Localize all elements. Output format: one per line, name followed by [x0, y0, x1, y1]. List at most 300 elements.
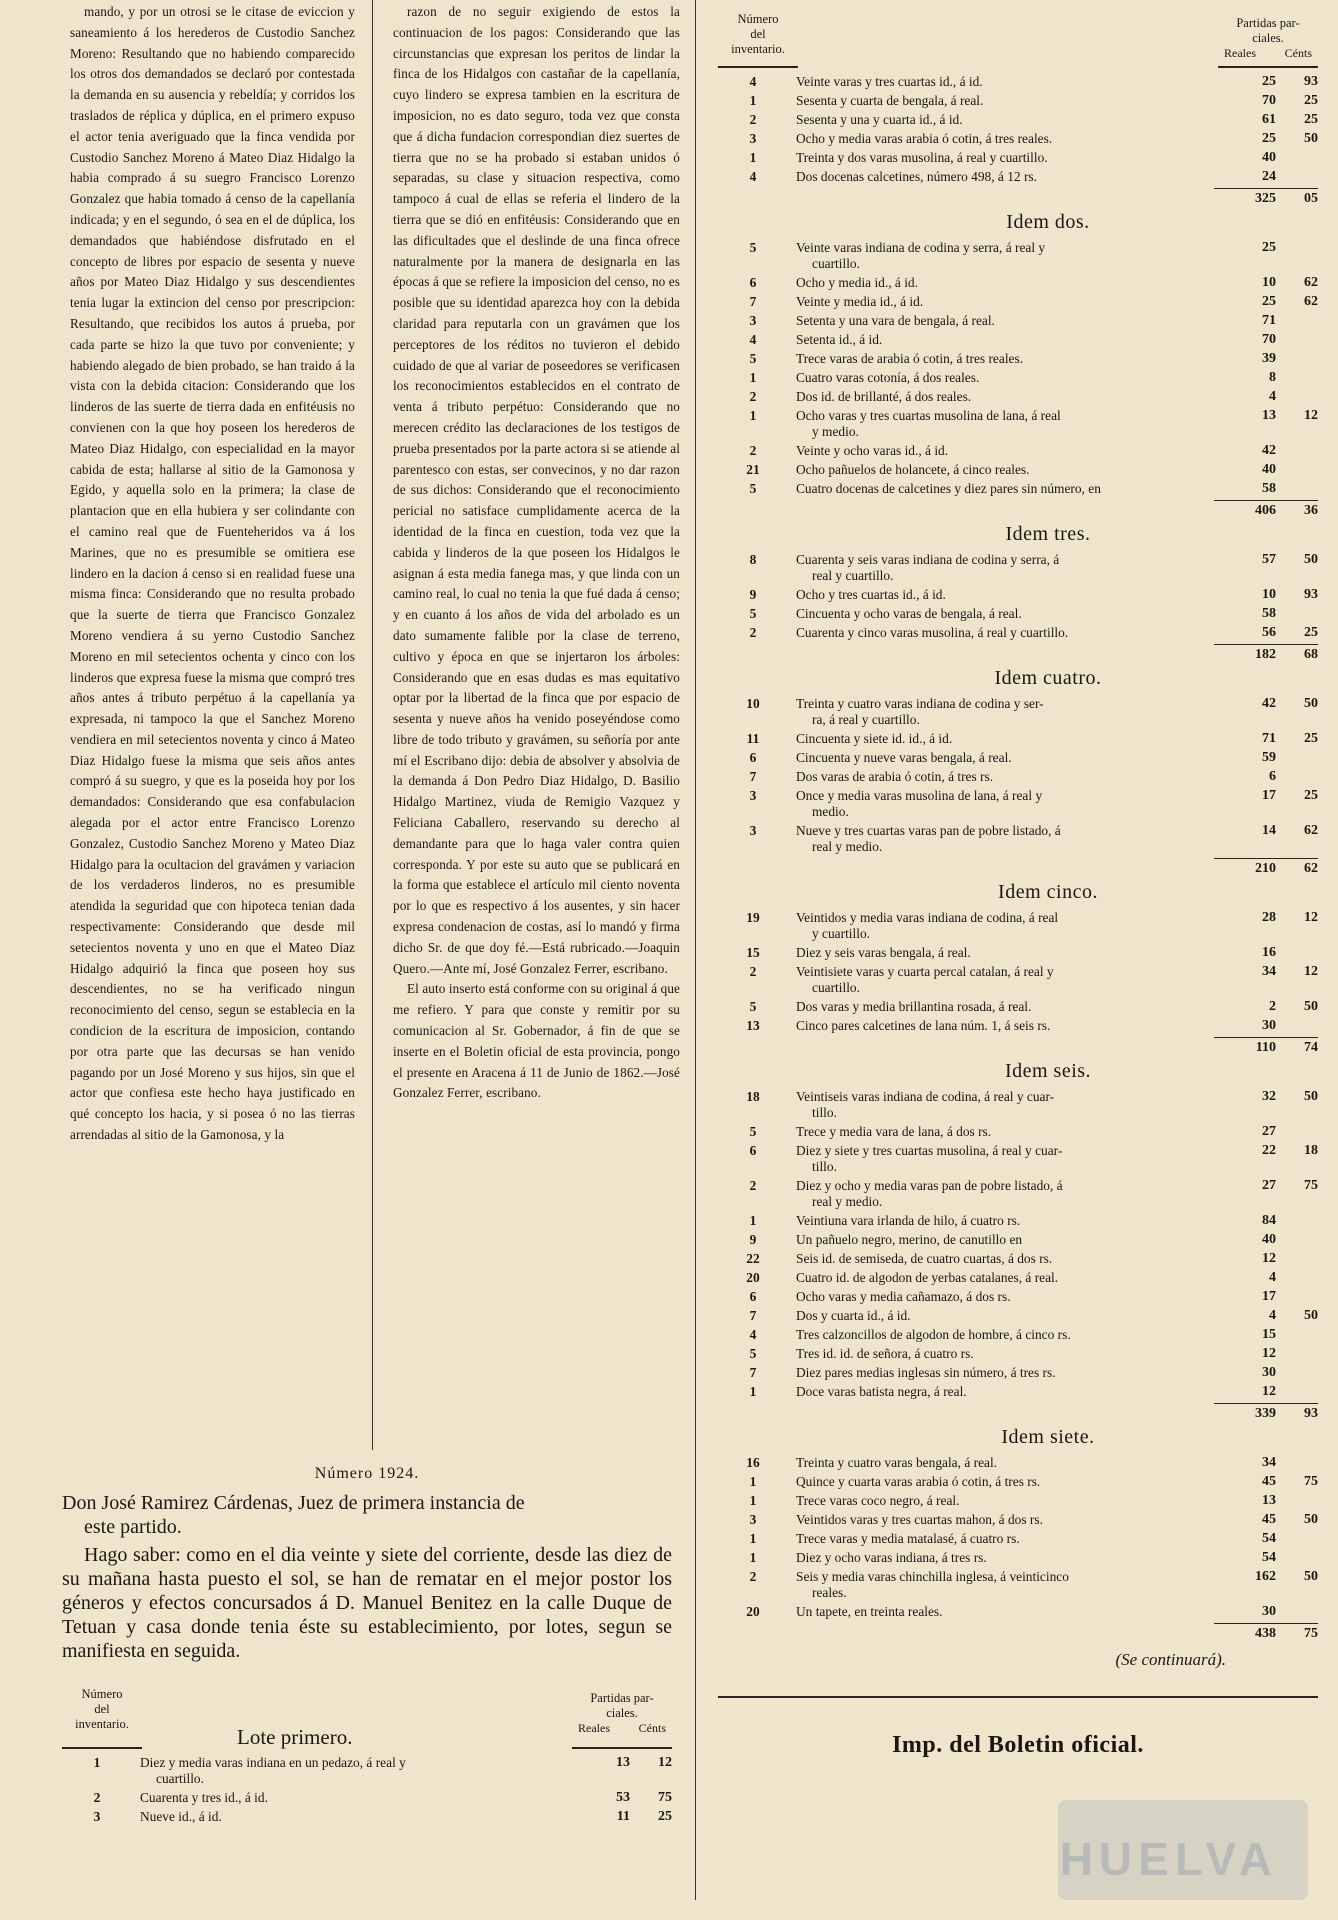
- item-description-text: Ocho pañuelos de holancete, á cinco reales.: [796, 462, 1030, 477]
- item-description: [788, 1604, 1214, 1620]
- item-description: [788, 1569, 1214, 1601]
- column-rule: [372, 0, 373, 1450]
- inventory-item: [718, 1143, 1318, 1175]
- inventory-header: [718, 2, 1318, 74]
- item-number: 11: [746, 731, 760, 746]
- item-description-text: Nueve y tres cuartas varas pan de pobre listado, á: [796, 823, 1061, 838]
- item-number: 2: [749, 443, 757, 458]
- inventory-item: [718, 1018, 1318, 1034]
- item-number: 2: [749, 1569, 757, 1584]
- item-reales: 59: [1262, 750, 1276, 765]
- item-description: [788, 910, 1214, 942]
- notice-heading-line: Don José Ramirez Cárdenas, Juez de primera instancia de: [62, 1492, 525, 1514]
- item-description-text: Sesenta y cuarta de bengala, á real.: [796, 93, 984, 108]
- item-description-text: Trece varas y media matalasé, á cuatro rs.: [796, 1531, 1020, 1546]
- imprint: Imp. del Boletin oficial.: [892, 1731, 1144, 1758]
- item-number: 18: [746, 1089, 760, 1104]
- item-cents: 50: [1304, 1569, 1318, 1584]
- item-number: 4: [749, 74, 757, 89]
- item-description-text: Diez y siete y tres cuartas musolina, á real y cuar-: [796, 1143, 1063, 1158]
- body-text: El auto inserto está conforme con su original á que me refiero. Y para que conste y remitir por su comunicacion al Sr. Gobernador, á fin de que se inserte en el Boletin oficial de esta provincia, pongo el presente en Aracena á 11 de Junio de 1862.—José Gonzalez Ferrer, escribano.: [393, 981, 680, 1101]
- item-description: [788, 1213, 1214, 1229]
- item-cents: 93: [1304, 587, 1318, 602]
- item-reales: 39: [1262, 351, 1276, 366]
- item-number: 6: [749, 1289, 757, 1304]
- inventory-item: [718, 945, 1318, 961]
- item-reales: 70: [1262, 93, 1276, 108]
- total-cents: 36: [1280, 500, 1318, 519]
- item-description: [788, 731, 1214, 747]
- item-number: 1: [749, 1384, 757, 1399]
- inventory-item: [718, 1474, 1318, 1490]
- item-cents: 75: [1304, 1474, 1318, 1489]
- item-description: [788, 74, 1214, 90]
- spacer: [718, 1403, 1214, 1422]
- item-description: [788, 625, 1214, 641]
- notice-heading: [62, 1491, 672, 1539]
- item-reales: 6: [1269, 769, 1276, 784]
- item-reales: 42: [1262, 696, 1276, 711]
- item-description: [788, 1232, 1214, 1248]
- header-numero: [718, 12, 798, 57]
- item-cents: 62: [1304, 275, 1318, 290]
- item-number: 3: [749, 823, 757, 838]
- item-number: 5: [749, 606, 757, 621]
- item-description-text: Tres id. id. de señora, á cuatro rs.: [796, 1346, 974, 1361]
- item-description: [788, 1493, 1214, 1509]
- header-partidas: [1218, 16, 1318, 61]
- item-description: [788, 370, 1214, 386]
- inventory-header: [62, 1677, 672, 1755]
- total-reales: 438: [1214, 1623, 1280, 1642]
- item-cents: 62: [1304, 294, 1318, 309]
- item-number: 1: [93, 1755, 101, 1770]
- item-cents: 25: [658, 1809, 672, 1824]
- item-description: [788, 1550, 1214, 1566]
- inventory-groups: [718, 74, 1318, 1642]
- item-reales: 40: [1262, 150, 1276, 165]
- item-description-text: Setenta y una vara de bengala, á real.: [796, 313, 995, 328]
- item-number: 5: [749, 1124, 757, 1139]
- inventory-item: [718, 332, 1318, 348]
- header-label: del: [94, 1702, 110, 1716]
- inventory-item: [718, 1270, 1318, 1286]
- item-description: [788, 552, 1214, 584]
- item-description-text: Veintisiete varas y cuarta percal catalan, á real y: [796, 964, 1054, 979]
- item-reales: 57: [1262, 552, 1276, 567]
- body-text: mando, y por un otrosi se le citase de eviccion y saneamiento á los herederos de Custodio Sanchez Moreno: Resultando que no habiendo comparecido los otros dos demandados se declaró por contestada la demanda en su ausencia y rebeldía; y corridos los traslados de réplica y dúplica, en el primero expuso el actor tenia averiguado que la finca vendida por Custodio Sanchez Moreno á Mateo Diaz Hidalgo la habia comprado á su suegro Francisco Lorenzo Gonzalez que habia tomado á censo de la capellanía indicada; y en el segundo, ó sea en el de dúplica, los demandados que habiéndose disfrutado en el concepto de libres por espacio de sesenta y nueve años por Mateo Diaz Hidalgo y sus descendientes tenia lugar la extincion del censo por prescripcion: Resultando, que recibidos los autos á prueba, por cada parte se hizo la que tuvo por conveniente; y habiendo alegado de bien probado, se han traido á la vista con la debida citacion: Considerando que los linderos de las suerte de tierra dada en enfitéusis no convienen con la que hoy poseen los herederos de Mateo Diaz Hidalgo, con especialidad en la mayor cabida de esta; hallarse al sitio de la Gamonosa y Egido, y aquella solo en la primera; la clase de plantacion que en ella hubiera y ser colindante con el camino real que de Fuenteheridos va á los Marines, que no es presumible se omitiera ese lindero en la dacion á censo si en realidad fuese una misma finca: Considerando que no resulta probado que la suerte de tierra que Francisco Gonzalez Moreno vendiera á su yerno Custodio Sanchez Moreno en mil setecientos ochenta y cinco con los linderos que expresa fuese la misma que compró tres años antes á tributo perpétuo á la capellanía ya expresada, ni tampoco la que el Sanchez Moreno vendiera en mil setecientos noventa y cinco á Mateo Diaz Hidalgo fuese la misma que seis años antes compró á su suegro, y que es la poseida hoy por los demandados: Considerando que esa confabulacion alegada por el actor entre Francisco Lorenzo Gonzalez, Custodio Sanchez Moreno y Mateo Diaz Hidalgo para la ocultacion del gravámen y variacion de los verdaderos linderos, no es presumible atendida la seguridad que con hipoteca tenian dada respectivamente: Considerando que desde mil setecientos noventa y uno en que el Mateo Diaz Hidalgo adquirió la finca que poseen hoy sus descendientes, no se ha verificado ningun reconocimiento del censo, segun se establecia en la condicion de la escritura de imposicion, contando por otra parte que las decursas se han venido pagando por un José Moreno y sus hijos, sin que el actor que confiesa este hecho haya justificado en qué concepto los hacia, y si posea ó no las tierras arrendadas al sitio de la Gamonosa, y la: [70, 4, 355, 1143]
- item-cents: 50: [1304, 1089, 1318, 1104]
- item-reales: 25: [1262, 74, 1276, 89]
- inventory-item: [718, 1251, 1318, 1267]
- item-number: 2: [749, 1178, 757, 1193]
- item-description-text: Veintiseis varas indiana de codina, á real y cuar-: [796, 1089, 1055, 1104]
- item-description: [788, 823, 1214, 855]
- total-reales: 182: [1214, 644, 1280, 663]
- right-column: [718, 2, 1318, 1759]
- notice-number: Número 1924.: [314, 1465, 420, 1482]
- inventory-item: [62, 1809, 672, 1825]
- item-number: 7: [749, 1308, 757, 1323]
- item-description: [788, 443, 1214, 459]
- item-description-text: Veinte varas indiana de codina y serra, á real y: [796, 240, 1046, 255]
- inventory-item: [718, 1493, 1318, 1509]
- total-reales: 406: [1214, 500, 1280, 519]
- header-label: inventario.: [75, 1717, 129, 1731]
- item-number: 21: [746, 462, 760, 477]
- item-number: 13: [746, 1018, 760, 1033]
- item-cents: 12: [1304, 408, 1318, 423]
- item-reales: 34: [1262, 1455, 1276, 1470]
- item-reales: 56: [1262, 625, 1276, 640]
- item-description-text: Dos id. de brillanté, á dos reales.: [796, 389, 972, 404]
- item-cents: 12: [658, 1755, 672, 1770]
- body-text: razon de no seguir exigiendo de estos la continuacion de los pagos: Considerando que las circunstancias que expresan los peritos de lindar la finca de los Hidalgos con castañar de la capellanía, cuyo lindero se expresa tambien en la escritura de imposicion, no es dato seguro, toda vez que consta que á dicha fundacion correspondian diez suertes de tierra que no se ha probado si estaban unidos ó separadas, su clase y situacion respectiva, como tampoco á cual de ellas se referia el lindero de la tierra que se dió en enfitéusis: Considerando que en las dificultades que el deslinde de una finca ofrece naturalmente por la manera de designarla en las épocas á que se refiere la imposicion del censo, no es posible que su identidad aparezca hoy con la debida claridad para reputarla con un gravámen que los perceptores de los réditos no tuvieron el debido cuidado de que al variar de poseedores se verificasen los reconocimientos establecidos en el contrato de venta á tributo perpétuo: Considerando que no merecen crédito las declaraciones de los testigos de prueba presentados por la parte actora si se atiende al parentesco con estas, ser convecinos, y no dar razon de sus dichos: Considerando que el reconocimiento pericial no satisface cumplidamente acerca de la identidad de la finca en cuestion, toda vez que la cabida y linderos de la que poseen los Hidalgos le asignan á esta media fanega mas, y que linda con un camino real, lo cual no tenia la que fué dada á censo; y en cuanto á los años de vida del arbolado es un dato sumamente falible por la clase de terreno, cultivo y época en que se injertaron los árboles: Considerando que en esas dudas es mas equitativo optar por la libertad de la finca que por espacio de sesenta y nueve años ha venido poseyéndose como libre de todo tributo y gravámen, su señoría por ante mí el Escribano dijo: debia de absolver y absolvia de la demanda á Don Pedro Diaz Hidalgo, D. Basilio Hidalgo Martinez, viuda de Remigio Vazquez y Feliciana Caballero, reservando su derecho al demandante para que lo haga valer contra quien corresponda. Y por este su auto que se publicará en la forma que establece el artículo mil ciento noventa por lo que es respectivo á los ausentes, y sin hacer expresa condenacion de costas, así lo mandó y firma dicho Sr. de que doy fé.—Está rubricado.—Joaquin Quero.—Ante mí, José Gonzalez Ferrer, escribano.: [393, 4, 680, 976]
- inventory-item: [718, 1308, 1318, 1324]
- item-reales: 70: [1262, 332, 1276, 347]
- lot-title: Idem seis.: [1004, 1060, 1092, 1082]
- item-number: 1: [749, 1474, 757, 1489]
- item-reales: 32: [1262, 1089, 1276, 1104]
- header-label: inventario.: [731, 42, 785, 56]
- item-number: 7: [749, 1365, 757, 1380]
- item-description-text: Cuatro varas cotonía, á dos reales.: [796, 370, 980, 385]
- item-number: 3: [749, 1512, 757, 1527]
- header-label: Reales: [578, 1721, 610, 1735]
- item-reales: 24: [1262, 169, 1276, 184]
- inventory-item: [718, 1512, 1318, 1528]
- item-description: [788, 1308, 1214, 1324]
- inventory-item: [718, 370, 1318, 386]
- item-number: 9: [749, 1232, 757, 1247]
- item-description: [788, 1289, 1214, 1305]
- item-description: [788, 389, 1214, 405]
- column-rule: [695, 0, 696, 1900]
- inventory-item: [718, 1232, 1318, 1248]
- item-description: [788, 1327, 1214, 1343]
- item-reales: 25: [1262, 240, 1276, 255]
- inventory-item: [718, 351, 1318, 367]
- spacer: [718, 500, 1214, 519]
- item-description: [788, 275, 1214, 291]
- inventory-item: [718, 1531, 1318, 1547]
- item-reales: 25: [1262, 131, 1276, 146]
- item-description: [788, 150, 1214, 166]
- total-reales: 110: [1214, 1037, 1280, 1056]
- item-number: 1: [749, 408, 757, 423]
- notice-heading-cont: este partido.: [84, 1516, 182, 1538]
- item-description-text: Veintidos y media varas indiana de codina, á real: [796, 910, 1059, 925]
- lot-title: Idem cinco.: [998, 881, 1098, 903]
- item-description-text: Un tapete, en treinta reales.: [796, 1604, 943, 1619]
- item-number: 4: [749, 169, 757, 184]
- header-partidas: [572, 1691, 672, 1736]
- item-description: [788, 696, 1214, 728]
- item-number: 5: [749, 351, 757, 366]
- item-description-cont: y cuartillo.: [812, 926, 871, 941]
- item-number: 3: [93, 1809, 101, 1824]
- item-reales: 4: [1269, 389, 1276, 404]
- item-description-text: Trece varas coco negro, á real.: [796, 1493, 960, 1508]
- item-reales: 53: [616, 1790, 630, 1805]
- inventory-item: [718, 275, 1318, 291]
- header-label: Cénts: [1284, 46, 1312, 60]
- item-reales: 45: [1262, 1474, 1276, 1489]
- item-number: 1: [749, 93, 757, 108]
- item-reales: 12: [1262, 1384, 1276, 1399]
- header-label: Número: [737, 12, 779, 26]
- total-cents: 62: [1280, 858, 1318, 877]
- item-number: 16: [746, 1455, 760, 1470]
- item-number: 7: [749, 769, 757, 784]
- header-label: Reales: [1224, 46, 1256, 60]
- item-description-text: Cuarenta y tres id., á id.: [140, 1790, 268, 1805]
- header-label: del: [750, 27, 766, 41]
- item-description-text: Ocho varas y tres cuartas musolina de lana, á real: [796, 408, 1061, 423]
- item-description-text: Tres calzoncillos de algodon de hombre, á cinco rs.: [796, 1327, 1071, 1342]
- item-reales: 27: [1262, 1178, 1276, 1193]
- item-description-cont: ra, á real y cuartillo.: [812, 712, 920, 727]
- item-reales: 11: [616, 1809, 630, 1824]
- item-number: 15: [746, 945, 760, 960]
- lot-title: Idem dos.: [1006, 211, 1090, 233]
- item-reales: 17: [1262, 788, 1276, 803]
- inventory-item: [718, 964, 1318, 996]
- item-description-text: Cuarenta y seis varas indiana de codina y serra, á: [796, 552, 1060, 567]
- item-reales: 54: [1262, 1550, 1276, 1565]
- header-label: ciales.: [1252, 31, 1284, 45]
- item-description-text: Diez y media varas indiana en un pedazo, á real y: [140, 1755, 406, 1770]
- item-number: 10: [746, 696, 760, 711]
- item-description-text: Cinco pares calcetines de lana núm. 1, á seis rs.: [796, 1018, 1051, 1033]
- item-description: [788, 112, 1214, 128]
- item-cents: 50: [1304, 1308, 1318, 1323]
- item-description-text: Cincuenta y siete id. id., á id.: [796, 731, 953, 746]
- item-number: 1: [749, 1493, 757, 1508]
- item-description-cont: cuartillo.: [812, 256, 860, 271]
- item-description: [788, 351, 1214, 367]
- lot-title: Idem siete.: [1001, 1426, 1095, 1448]
- item-number: 2: [93, 1790, 101, 1805]
- item-description-cont: tillo.: [812, 1159, 837, 1174]
- item-reales: 17: [1262, 1289, 1276, 1304]
- item-description: [788, 769, 1214, 785]
- item-number: 3: [749, 131, 757, 146]
- item-reales: 4: [1269, 1270, 1276, 1285]
- item-description: [788, 169, 1214, 185]
- inventory-item: [718, 625, 1318, 641]
- item-reales: 30: [1262, 1018, 1276, 1033]
- item-reales: 4: [1269, 1308, 1276, 1323]
- item-reales: 54: [1262, 1531, 1276, 1546]
- item-description-text: Doce varas batista negra, á real.: [796, 1384, 967, 1399]
- inventory-item: [718, 408, 1318, 440]
- item-description: [132, 1790, 568, 1806]
- item-description: [788, 1346, 1214, 1362]
- item-cents: 12: [1304, 964, 1318, 979]
- item-number: 1: [749, 150, 757, 165]
- item-description: [788, 294, 1214, 310]
- item-description-cont: medio.: [812, 804, 849, 819]
- item-number: 1: [749, 370, 757, 385]
- item-description-text: Dos y cuarta id., á id.: [796, 1308, 911, 1323]
- item-description-text: Seis id. de semiseda, de cuatro cuartas, á dos rs.: [796, 1251, 1053, 1266]
- footer-rule: [718, 1696, 1318, 1698]
- item-reales: 27: [1262, 1124, 1276, 1139]
- item-description-text: Veinte y ocho varas id., á id.: [796, 443, 949, 458]
- item-number: 2: [749, 964, 757, 979]
- inventory-item: [718, 462, 1318, 478]
- item-description-cont: real y medio.: [812, 839, 883, 854]
- item-description: [788, 1384, 1214, 1400]
- item-reales: 12: [1262, 1251, 1276, 1266]
- item-description-text: Veintiuna vara irlanda de hilo, á cuatro rs.: [796, 1213, 1021, 1228]
- inventory-item: [718, 823, 1318, 855]
- inventory-item: [718, 999, 1318, 1015]
- item-description: [788, 408, 1214, 440]
- item-description-text: Dos docenas calcetines, número 498, á 12 rs.: [796, 169, 1037, 184]
- item-cents: 50: [1304, 999, 1318, 1014]
- item-description-text: Trece varas de arabia ó cotin, á tres reales.: [796, 351, 1024, 366]
- total-cents: 74: [1280, 1037, 1318, 1056]
- item-cents: 18: [1304, 1143, 1318, 1158]
- inventory-item: [718, 1213, 1318, 1229]
- item-description-cont: y medio.: [812, 424, 859, 439]
- item-number: 5: [749, 240, 757, 255]
- item-number: 7: [749, 294, 757, 309]
- item-description-text: Cuarenta y cinco varas musolina, á real y cuartillo.: [796, 625, 1069, 640]
- item-reales: 16: [1262, 945, 1276, 960]
- inventory-item: [718, 1604, 1318, 1620]
- item-number: 19: [746, 910, 760, 925]
- item-description-text: Quince y cuarta varas arabia ó cotin, á tres rs.: [796, 1474, 1041, 1489]
- item-reales: 40: [1262, 462, 1276, 477]
- item-cents: 25: [1304, 112, 1318, 127]
- inventory-item: [718, 731, 1318, 747]
- spacer: [718, 188, 1214, 207]
- item-description-text: Once y media varas musolina de lana, á real y: [796, 788, 1043, 803]
- inventory-item: [718, 1346, 1318, 1362]
- item-description: [788, 1018, 1214, 1034]
- item-description: [788, 462, 1214, 478]
- inventory-item: [718, 696, 1318, 728]
- item-description-text: Veinte y media id., á id.: [796, 294, 924, 309]
- inventory-item: [718, 1365, 1318, 1381]
- item-cents: 12: [1304, 910, 1318, 925]
- item-reales: 15: [1262, 1327, 1276, 1342]
- item-number: 6: [749, 1143, 757, 1158]
- item-description-text: Cuatro docenas de calcetines y diez pares sin número, en: [796, 481, 1101, 496]
- item-cents: 25: [1304, 731, 1318, 746]
- item-description-cont: cuartillo.: [812, 980, 860, 995]
- item-description: [788, 1089, 1214, 1121]
- item-reales: 71: [1262, 313, 1276, 328]
- inventory-item: [718, 606, 1318, 622]
- inventory-item: [718, 443, 1318, 459]
- item-cents: 50: [1304, 131, 1318, 146]
- inventory-item: [718, 552, 1318, 584]
- item-cents: 62: [1304, 823, 1318, 838]
- item-number: 4: [749, 332, 757, 347]
- item-cents: 50: [1304, 1512, 1318, 1527]
- item-reales: 14: [1262, 823, 1276, 838]
- item-description-cont: reales.: [812, 1585, 847, 1600]
- item-description: [788, 240, 1214, 272]
- item-reales: 61: [1262, 112, 1276, 127]
- item-number: 6: [749, 750, 757, 765]
- item-number: 5: [749, 1346, 757, 1361]
- total-reales: 325: [1214, 188, 1280, 207]
- item-description: [788, 1455, 1214, 1471]
- item-description: [788, 332, 1214, 348]
- item-description-text: Dos varas de arabia ó cotin, á tres rs.: [796, 769, 994, 784]
- inventory-item: [718, 769, 1318, 785]
- item-description-text: Ocho y media id., á id.: [796, 275, 918, 290]
- middle-column: [393, 2, 680, 1104]
- item-description: [788, 1512, 1214, 1528]
- header-label: ciales.: [606, 1706, 638, 1720]
- item-description: [788, 1251, 1214, 1267]
- item-number: 6: [749, 275, 757, 290]
- inventory-item: [718, 481, 1318, 497]
- inventory-item: [718, 131, 1318, 147]
- item-description: [788, 1270, 1214, 1286]
- inventory-item: [718, 1327, 1318, 1343]
- header-label: Número: [81, 1687, 123, 1701]
- lot-total: [718, 644, 1318, 663]
- item-description-text: Dos varas y media brillantina rosada, á real.: [796, 999, 1032, 1014]
- inventory-item: [718, 112, 1318, 128]
- item-number: 9: [749, 587, 757, 602]
- item-reales: 28: [1262, 910, 1276, 925]
- left-column: [70, 2, 355, 1146]
- item-reales: 40: [1262, 1232, 1276, 1247]
- notice-body: Hago saber: como en el dia veinte y siete del corriente, desde las diez de su mañana hasta puesto el sol, se han de rematar en el mejor postor los géneros y efectos concursados á D. Manuel Benitez en la calle Duque de Tetuan y casa donde tenia éste su establecimiento, por lotes, segun se manifiesta en seguida.: [62, 1544, 672, 1662]
- item-reales: 13: [616, 1755, 630, 1770]
- lot-title: Idem cuatro.: [994, 667, 1102, 689]
- item-reales: 8: [1269, 370, 1276, 385]
- inventory-item: [718, 1455, 1318, 1471]
- inventory-item: [718, 587, 1318, 603]
- item-description-text: Ocho varas y media cañamazo, á dos rs.: [796, 1289, 1011, 1304]
- item-number: 2: [749, 112, 757, 127]
- lot-total: [718, 858, 1318, 877]
- inventory-item: [718, 313, 1318, 329]
- item-cents: 75: [658, 1790, 672, 1805]
- item-number: 5: [749, 481, 757, 496]
- inventory-item: [718, 74, 1318, 90]
- item-reales: 13: [1262, 408, 1276, 423]
- item-number: 20: [746, 1604, 760, 1619]
- header-label: Partidas par-: [1236, 16, 1300, 30]
- item-reales: 58: [1262, 481, 1276, 496]
- continuation-note: (Se continuará).: [1115, 1650, 1226, 1669]
- item-description-cont: real y cuartillo.: [812, 568, 894, 583]
- lot1-list: [62, 1755, 672, 1825]
- lot-total: [718, 500, 1318, 519]
- item-number: 1: [749, 1531, 757, 1546]
- spacer: [718, 1623, 1214, 1642]
- item-description-cont: real y medio.: [812, 1194, 883, 1209]
- header-label: Cénts: [638, 1721, 666, 1735]
- total-reales: 210: [1214, 858, 1280, 877]
- library-seal-text: HUELVA: [1059, 1833, 1278, 1885]
- item-description-text: Diez y ocho y media varas pan de pobre listado, á: [796, 1178, 1063, 1193]
- item-reales: 22: [1262, 1143, 1276, 1158]
- item-cents: 25: [1304, 625, 1318, 640]
- item-number: 8: [749, 552, 757, 567]
- item-cents: 75: [1304, 1178, 1318, 1193]
